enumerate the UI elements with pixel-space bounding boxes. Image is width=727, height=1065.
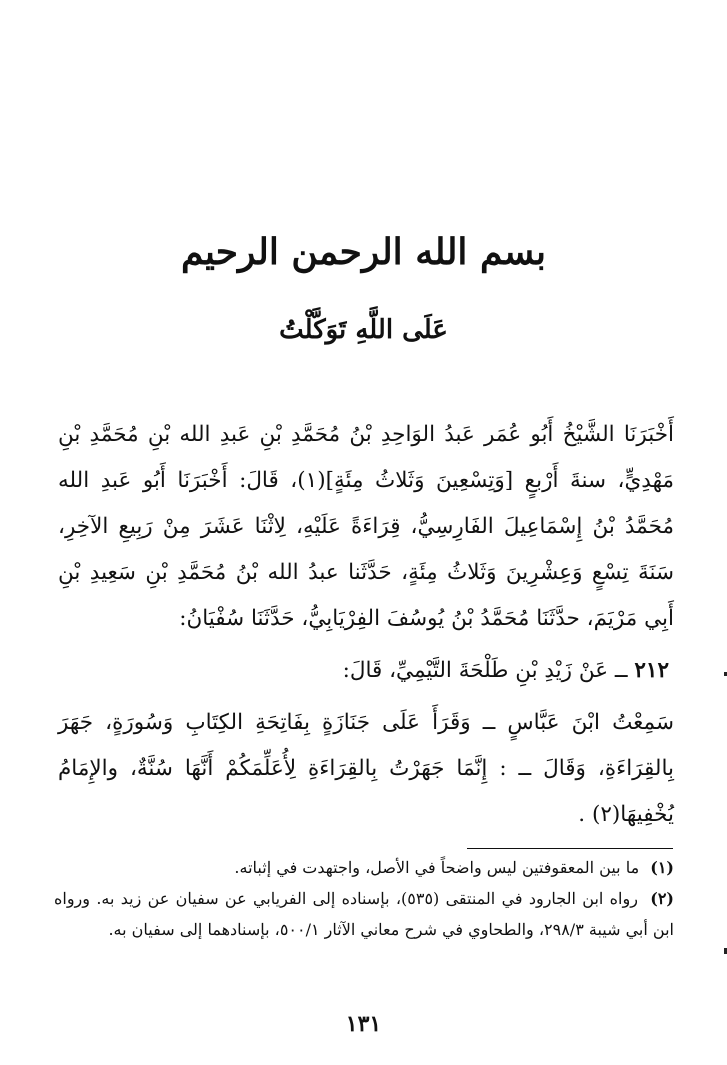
isnad-paragraph: أَخْبَرَنَا الشَّيْخُ أَبُو عُمَر عَبدُ الوَاحِدِ بْنُ مُحَمَّدِ بْنِ عَبدِ الله بْنِ مُحَمَّدِ بْنِ مَهْدِيٍّ، سنةَ أَرْبعٍ [وَتِسْعِينَ وَثَلاثُ مِئَةٍ](١)، قَالَ: أَخْبَرَنَا أَبُو عَبدِ الله مُحَمَّدُ بْنُ إِسْمَاعِيلَ الفَارِسِيُّ، قِرَاءَةً عَلَيْهِ، لِاثْنَا عَشَرَ مِنْ رَبِيعِ الآخِرِ، سَنَةَ تِسْعٍ وَعِشْرِينَ وَثَلاثُ مِئَةٍ، حَدَّثَنا عبدُ الله بْنُ مُحَمَّدِ بْنِ سَعِيدِ بْنِ أَبِي مَرْيَمَ، حدَّثَنَا مُحَمَّدُ بْنُ يُوسُفَ الفِرْيَابِيُّ، حَدَّثَنَا سُفْيَانُ: bbox=[58, 422, 674, 631]
footnote-text: ما بين المعقوفتين ليس واضحاً في الأصل، واجتهدت في إثباته. bbox=[234, 858, 640, 877]
hadith-heading bbox=[53, 648, 669, 694]
page-number: ١٣١ bbox=[345, 1011, 382, 1037]
footnotes bbox=[54, 852, 674, 945]
hadith-text: سَمِعْتُ ابْنَ عَبَّاسٍ ــ وَقَرَأَ عَلَى جَنَازَةٍ بِفَاتِحَةِ الكِتَابِ وَسُورَةٍ، جَهَرَ بِالقِرَاءَةِ، وَقَالَ ــ : إِنَّمَا جَهَرْتُ بِالقِرَاءَةِ لِأُعَلِّمَكُمْ أَنَّهَا سُنَّةٌ، والإِمَامُ يُخْفِيهَا(٢) . bbox=[58, 710, 674, 827]
footnote-text: رواه ابن الجارود في المنتقى (٥٣٥)، بإسناده إلى الفريابي عن سفيان عن زيد به. ورواه ابن أبي شيبة ٢٩٨/٣، والطحاوي في شرح معاني الآثار ٥٠٠/١، بإسنادهما إلى سفيان به. bbox=[54, 889, 674, 939]
hadith-number: ٢١٢ bbox=[634, 658, 669, 683]
footnote-number: (١) bbox=[650, 858, 674, 877]
footnote-divider bbox=[467, 848, 673, 849]
footnote-2 bbox=[54, 883, 674, 945]
footnote-number: (٢) bbox=[650, 889, 674, 908]
footnote-1 bbox=[54, 852, 674, 883]
basmala-heading: بسم الله الرحمن الرحيم bbox=[180, 231, 547, 273]
page-subtitle: عَلَى اللَّهِ تَوَكَّلْتُ bbox=[279, 315, 448, 345]
hadith-narrator-line: ــ عَنْ زَيْدِ بْنِ طَلْحَةَ التَّيْمِيِّ، قَالَ: bbox=[342, 658, 628, 683]
